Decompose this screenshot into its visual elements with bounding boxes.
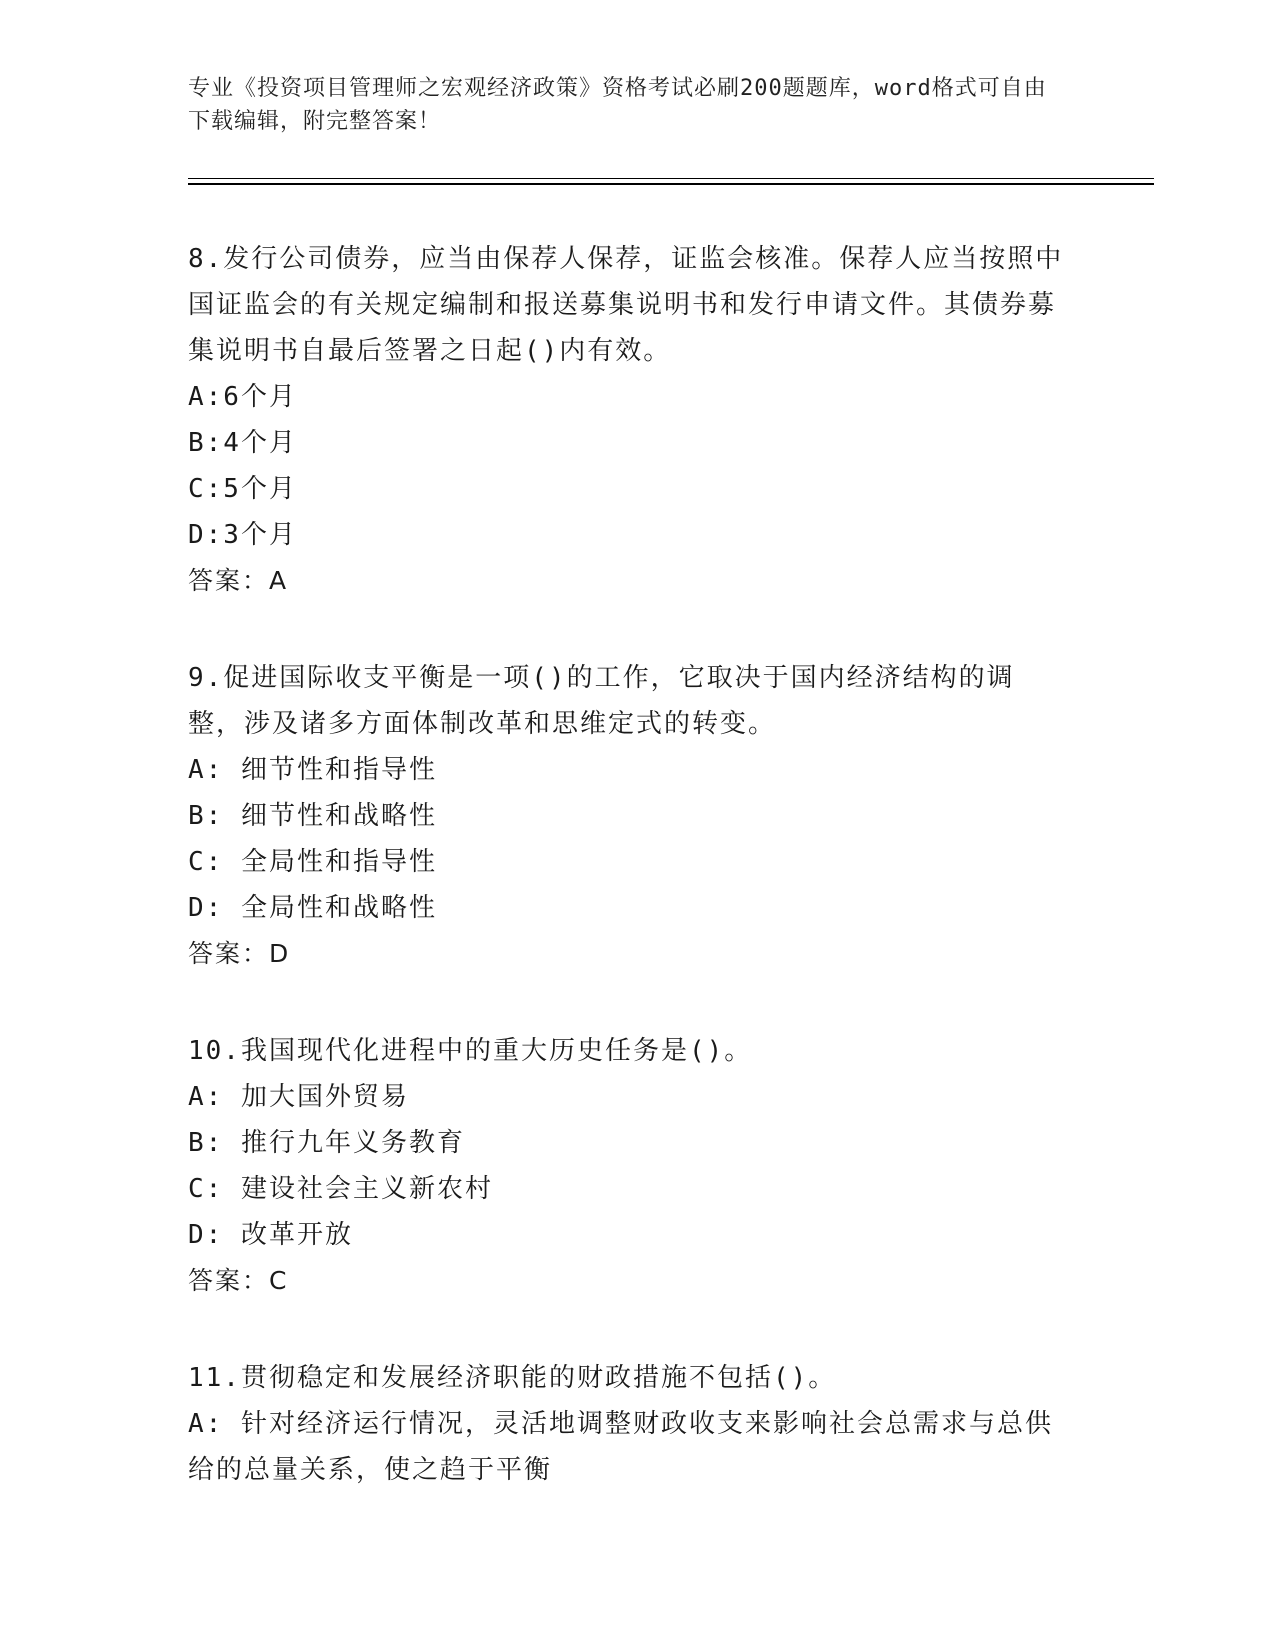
option-a: A:6个月 <box>188 382 297 412</box>
option-a: A: 细节性和指导性 <box>188 755 437 785</box>
option-c: C: 建设社会主义新农村 <box>188 1174 493 1204</box>
option-d: D: 改革开放 <box>188 1220 353 1250</box>
question-list <box>188 236 1068 1544</box>
option-b: B: 推行九年义务教育 <box>188 1128 465 1158</box>
header-rule-thick <box>188 183 1154 185</box>
option-a: A: 加大国外贸易 <box>188 1082 409 1112</box>
option-c: C:5个月 <box>188 474 297 504</box>
answer-line: 答案：A <box>188 566 289 595</box>
question-item <box>188 655 1068 977</box>
answer-line: 答案：D <box>188 939 291 968</box>
option-c: C: 全局性和指导性 <box>188 847 437 877</box>
document-header: 专业《投资项目管理师之宏观经济政策》资格考试必刷200题题库，word格式可自由下载编辑，附完整答案！ <box>188 76 1047 134</box>
header-rule-thin <box>188 178 1154 179</box>
question-stem: 11.贯彻稳定和发展经济职能的财政措施不包括()。 <box>188 1363 837 1393</box>
question-stem: 8.发行公司债券，应当由保荐人保荐，证监会核准。保荐人应当按照中国证监会的有关规定编制和报送募集说明书和发行申请文件。其债券募集说明书自最后签署之日起()内有效。 <box>188 244 1064 366</box>
option-b: B: 细节性和战略性 <box>188 801 437 831</box>
question-item <box>188 1028 1068 1304</box>
question-item <box>188 236 1068 604</box>
answer-line: 答案：C <box>188 1266 289 1295</box>
question-stem: 9.促进国际收支平衡是一项()的工作，它取决于国内经济结构的调整，涉及诸多方面体制改革和思维定式的转变。 <box>188 663 1015 739</box>
option-d: D:3个月 <box>188 520 297 550</box>
option-b: B:4个月 <box>188 428 297 458</box>
option-d: D: 全局性和战略性 <box>188 893 437 923</box>
question-item <box>188 1355 1068 1493</box>
question-stem: 10.我国现代化进程中的重大历史任务是()。 <box>188 1036 753 1066</box>
option-a: A: 针对经济运行情况，灵活地调整财政收支来影响社会总需求与总供给的总量关系，使之趋于平衡 <box>188 1409 1053 1485</box>
